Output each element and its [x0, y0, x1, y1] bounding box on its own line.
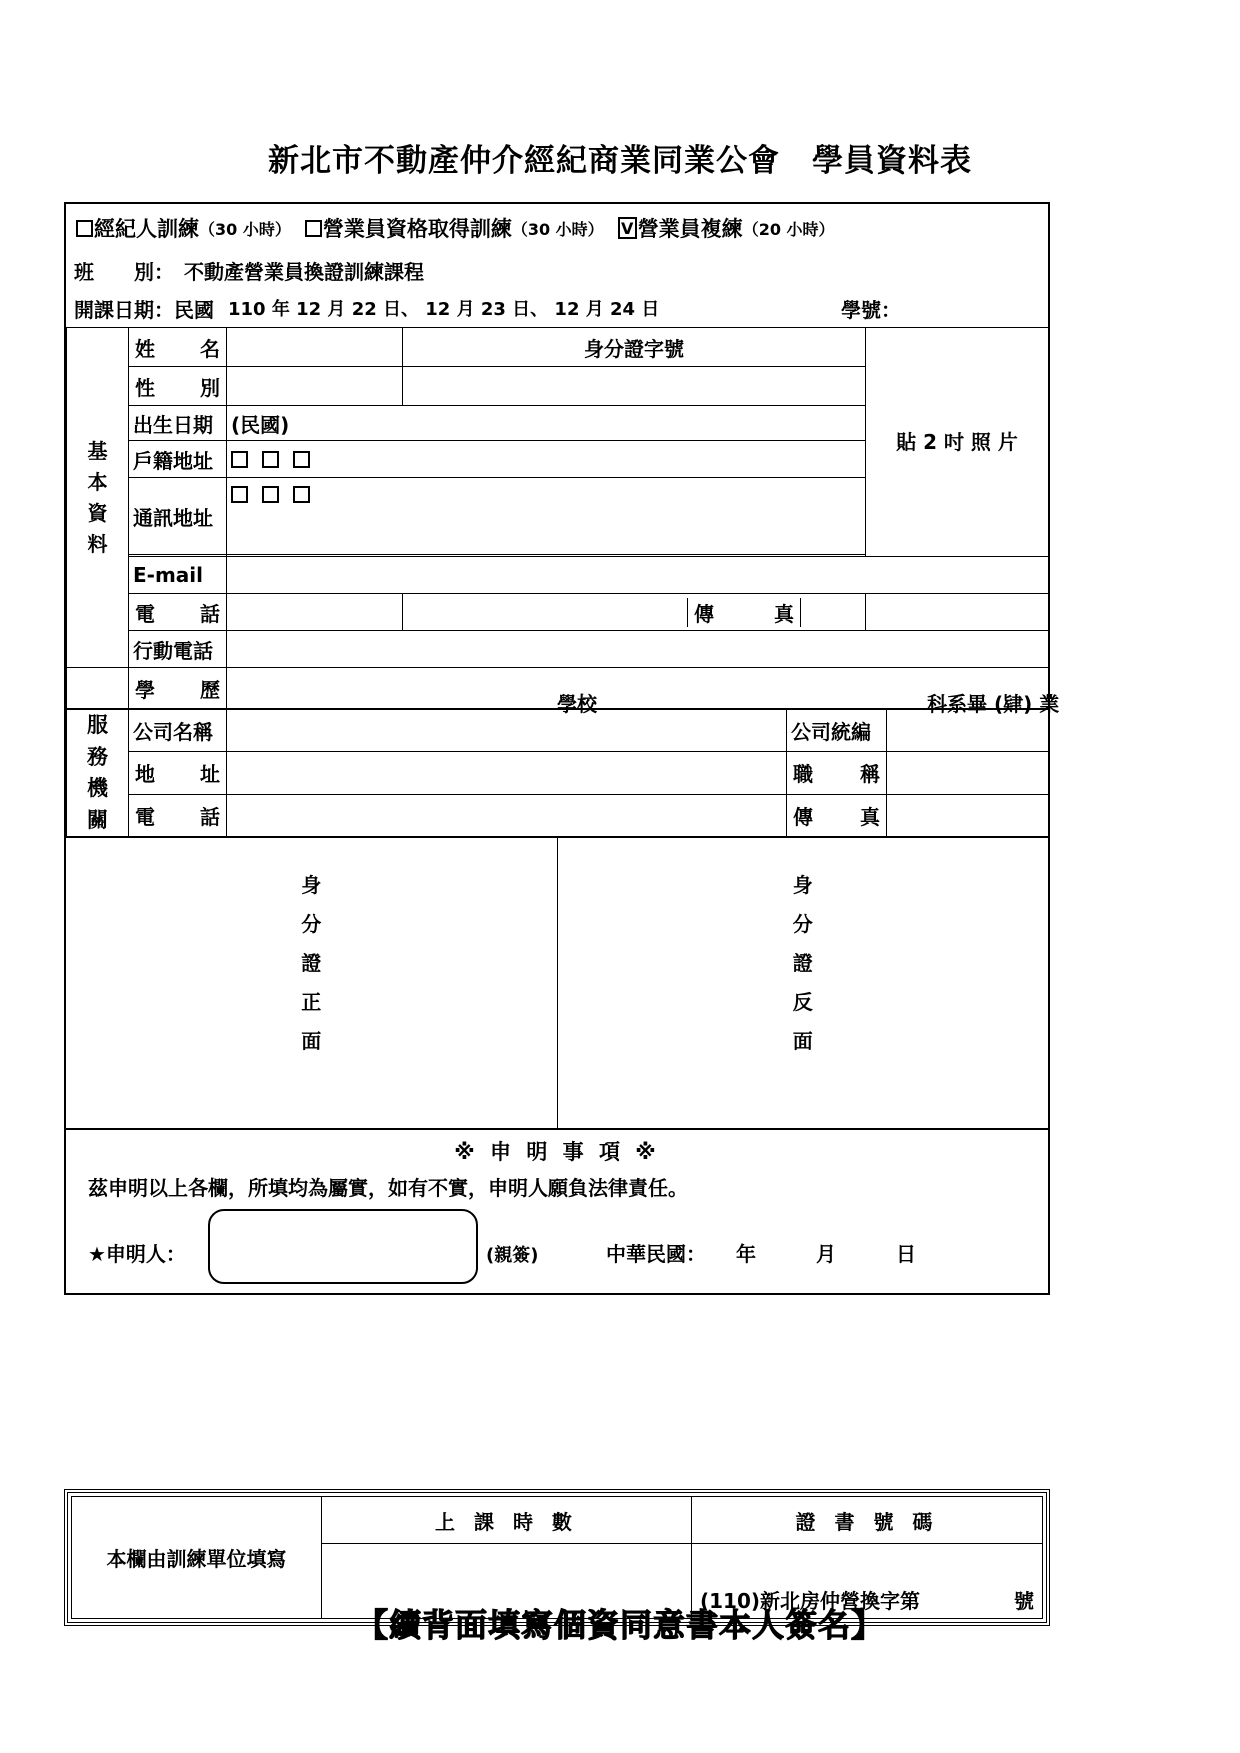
official-side-label: 本欄由訓練單位填寫: [72, 1497, 322, 1619]
label-mailing-address: 通訊地址: [129, 478, 227, 555]
checkbox-broker-training[interactable]: [76, 220, 93, 237]
label-household-address: 戶籍地址: [129, 441, 227, 478]
field-id-number[interactable]: [403, 367, 866, 406]
basic-info-table: [66, 327, 1060, 716]
declaration-date-label[interactable]: 中華民國： 年 月 日: [606, 1242, 916, 1266]
footer-notice: 【續背面填寫個資同意書本人簽名】: [355, 1606, 884, 1644]
label-company-name: 公司名稱: [129, 710, 227, 752]
id-card-back-slot[interactable]: [558, 838, 1049, 1128]
checkbox-agent-retraining[interactable]: V: [618, 217, 637, 239]
table-row-email: [67, 557, 1049, 594]
service-side-label: 服 務 機 關: [67, 710, 129, 837]
table-row-company-address: [67, 752, 1049, 794]
mailing-address-checkbox-1[interactable]: [231, 486, 248, 503]
table-row-company-phone: [67, 794, 1049, 836]
field-company-name[interactable]: [227, 710, 787, 752]
declaration-title: ※ 申 明 事 項 ※: [454, 1140, 660, 1164]
household-address-checkbox-3[interactable]: [293, 451, 310, 468]
field-household-address[interactable]: [227, 441, 866, 478]
label-company-phone: 電話: [129, 794, 227, 836]
label-company-tax-id: 公司統編: [787, 710, 887, 752]
label-company-fax: 傳真: [787, 794, 887, 836]
id-card-back-label: 身分證反面: [792, 873, 813, 1053]
field-education[interactable]: [227, 668, 1060, 716]
household-address-checkbox-1[interactable]: [231, 451, 248, 468]
class-row: [66, 252, 1048, 289]
field-mobile[interactable]: [227, 631, 1049, 668]
id-card-paste-area: [66, 837, 1048, 1128]
field-phone[interactable]: [227, 594, 403, 631]
official-header-row: [72, 1497, 1043, 1544]
table-row-name: [67, 328, 1049, 367]
table-row-education: [67, 668, 1049, 709]
label-company-address: 地址: [129, 752, 227, 794]
label-birth-date: 出生日期: [129, 406, 227, 441]
label-mobile: 行動電話: [129, 631, 227, 668]
official-cert-header: 證 書 號 碼: [692, 1497, 1043, 1544]
field-birth-date[interactable]: [227, 406, 866, 441]
form-main-frame: [64, 202, 1060, 1295]
label-education: 學歷: [129, 668, 227, 709]
signer-label: ★申明人：: [88, 1242, 186, 1266]
course-type-row: [66, 204, 1048, 252]
label-job-title: 職稱: [787, 752, 887, 794]
official-hours-header: 上 課 時 數: [322, 1497, 692, 1544]
table-row-phone: [67, 594, 1049, 631]
basic-side-label: 基 本 資 料: [67, 328, 129, 668]
field-mailing-address[interactable]: [227, 478, 866, 555]
signature-note: (親簽): [486, 1245, 539, 1266]
student-number-label: 學號：: [841, 297, 901, 322]
field-company-phone[interactable]: [227, 794, 787, 836]
table-row-mobile: [67, 631, 1049, 668]
label-fax: 傳真: [688, 598, 801, 627]
checkbox-agent-qualification-training[interactable]: [305, 220, 322, 237]
label-major: 科系畢 (肄) 業: [927, 692, 1060, 716]
field-name[interactable]: [227, 328, 403, 367]
course-type-hours-0: （30 小時）: [199, 219, 291, 239]
basic-side-label-tail: [67, 668, 129, 709]
course-type-hours-1: （30 小時）: [511, 219, 604, 239]
declaration-section: [66, 1128, 1048, 1293]
course-type-label-2: 營業員複練: [637, 217, 743, 241]
label-gender: 性別: [129, 367, 227, 406]
field-phone-extra[interactable]: [403, 598, 688, 627]
course-type-label-0: 經紀人訓練: [94, 217, 199, 241]
field-company-address[interactable]: [227, 752, 787, 794]
declaration-body: 茲申明以上各欄，所填均為屬實，如有不實，申明人願負法律責任。: [88, 1176, 688, 1200]
class-label: 班 別：: [74, 260, 174, 284]
course-type-label-1: 營業員資格取得訓練: [322, 217, 512, 241]
field-company-fax[interactable]: [887, 794, 1049, 836]
signature-input-box[interactable]: [208, 1209, 478, 1284]
mailing-address-checkbox-2[interactable]: [262, 486, 279, 503]
label-name: 姓名: [129, 328, 227, 367]
service-org-table: [66, 709, 1049, 837]
phone-fax-split: [403, 594, 866, 631]
id-card-front-label: 身分證正面: [301, 873, 322, 1053]
household-address-checkbox-2[interactable]: [262, 451, 279, 468]
official-cert-prefix: (110)新北房仲營換字第: [700, 1589, 921, 1613]
field-email[interactable]: [227, 557, 1049, 594]
label-id-number: 身分證字號: [403, 328, 866, 367]
page-title: 新北市不動產仲介經紀商業同業公會 學員資料表: [268, 143, 972, 179]
field-fax[interactable]: [801, 598, 866, 627]
course-date-value: 110 年 12 月 22 日、 12 月 23 日、 12 月 24 日: [228, 299, 660, 320]
id-card-front-slot[interactable]: [66, 838, 558, 1128]
signature-row: [66, 1201, 1048, 1293]
field-job-title[interactable]: [887, 752, 1049, 794]
label-school: 學校: [557, 692, 597, 716]
course-type-hours-2: （20 小時）: [742, 219, 835, 239]
photo-placeholder: 貼 2 吋 照 片: [866, 328, 1049, 557]
official-cert-suffix: 號: [1014, 1589, 1034, 1613]
course-date-label: 開課日期：民國: [74, 297, 214, 322]
class-value: 不動產營業員換證訓練課程: [184, 260, 424, 284]
mailing-address-checkbox-3[interactable]: [293, 486, 310, 503]
field-fax-right[interactable]: [866, 594, 1049, 631]
course-date-row: [66, 289, 1048, 327]
birth-date-hint: (民國): [231, 412, 290, 437]
label-phone: 電話: [129, 594, 227, 631]
field-gender[interactable]: [227, 367, 403, 406]
label-email: E-mail: [129, 557, 227, 594]
